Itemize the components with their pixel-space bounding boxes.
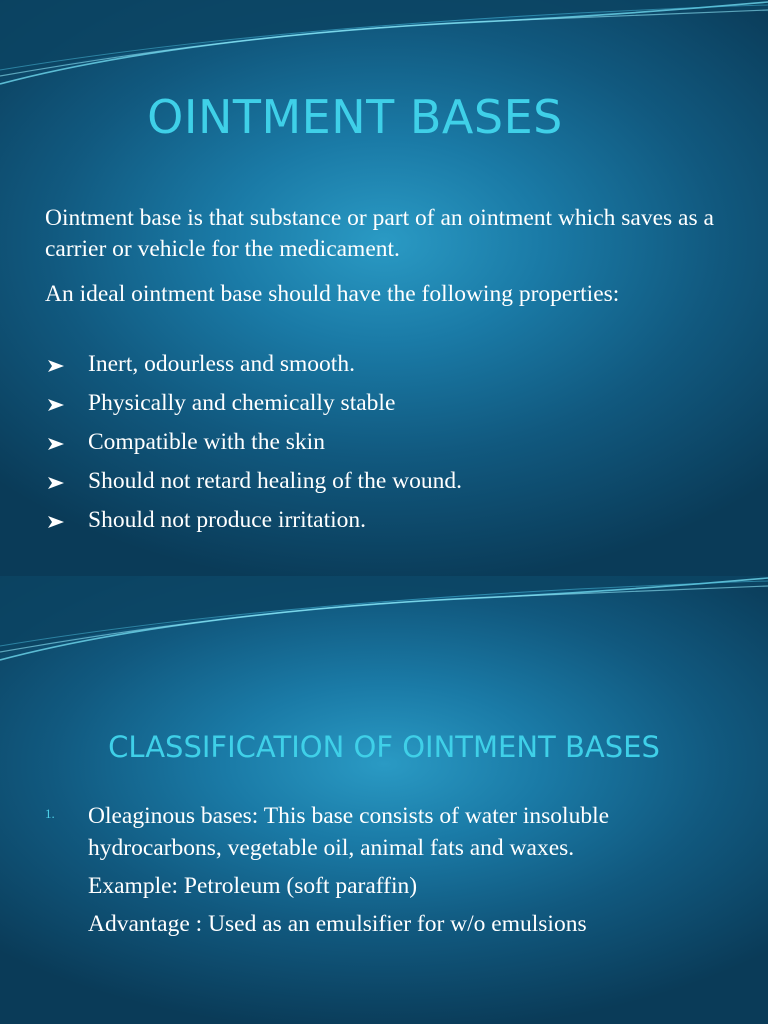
header-waves: [0, 576, 768, 676]
slide-2: [0, 576, 768, 1024]
arrow-bullet-icon: [47, 476, 65, 490]
list-item: [45, 506, 462, 545]
slide-title: OINTMENT BASES: [147, 90, 563, 144]
numbered-item: [45, 800, 735, 940]
bullet-text: Should not retard healing of the wound.: [88, 468, 462, 494]
list-item: [45, 467, 462, 506]
arrow-bullet-icon: [47, 359, 65, 373]
list-item: [45, 350, 462, 389]
intro-paragraph: Ointment base is that substance or part of an ointment which saves as a carrier or vehicle for the medicament.: [45, 205, 714, 262]
bullet-text: Should not produce irritation.: [88, 507, 367, 533]
arrow-bullet-icon: [47, 437, 65, 451]
list-item: [45, 428, 462, 467]
arrow-bullet-icon: [47, 398, 65, 412]
slide-title: CLASSIFICATION OF OINTMENT BASES: [108, 730, 660, 764]
item-advantage: Advantage : Used as an emulsifier for w/o emulsions: [88, 911, 587, 937]
bullet-text: Inert, odourless and smooth.: [88, 351, 355, 377]
bullet-text: Physically and chemically stable: [88, 390, 396, 416]
list-item: [45, 389, 462, 428]
bullet-text: Compatible with the skin: [88, 429, 325, 455]
item-example: Example: Petroleum (soft paraffin): [88, 873, 418, 899]
header-waves: [0, 0, 768, 100]
properties-lead: An ideal ointment base should have the following properties:: [45, 281, 620, 307]
arrow-bullet-icon: [47, 515, 65, 529]
item-number: 1.: [45, 806, 55, 821]
properties-list: [45, 350, 462, 545]
item-text: Oleaginous bases: This base consists of water insoluble hydrocarbons, vegetable oil, animal fats and waxes.: [88, 803, 610, 861]
